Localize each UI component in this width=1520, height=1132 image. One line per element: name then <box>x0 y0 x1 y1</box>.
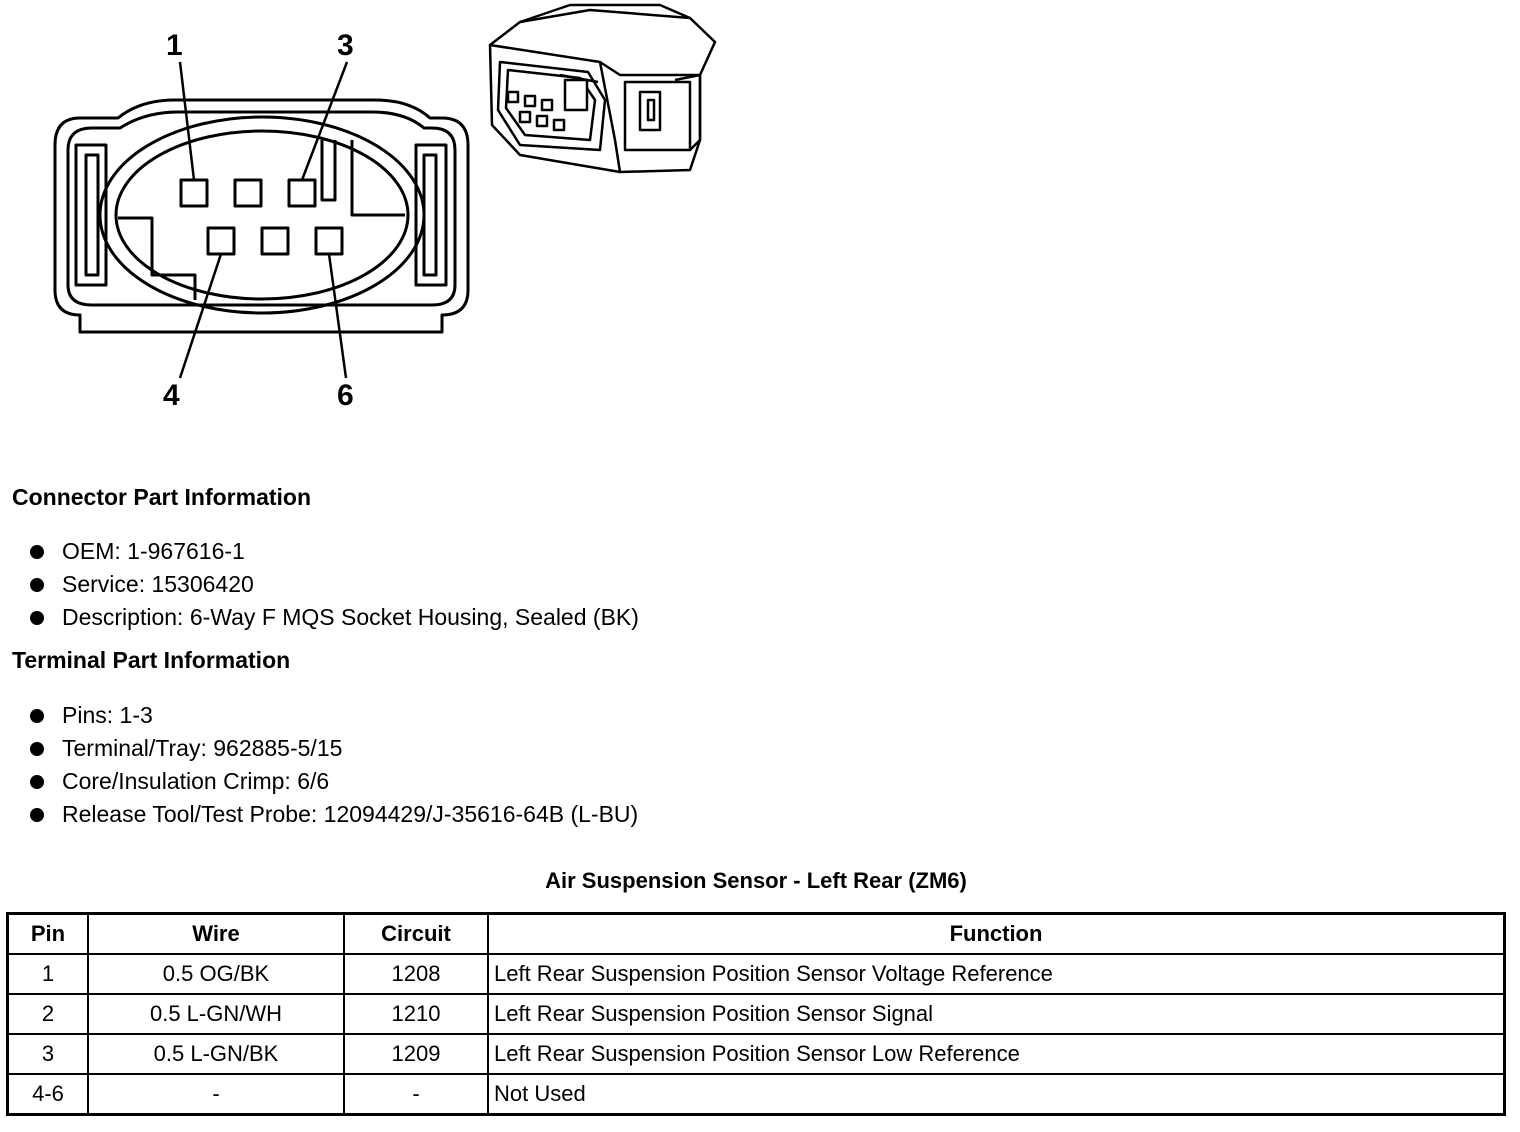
pinout-table <box>6 912 1506 1116</box>
circuit-cell: 1210 <box>344 994 488 1034</box>
table-header-row <box>8 914 1505 955</box>
terminal-info-heading: Terminal Part Information <box>12 647 291 673</box>
connector-isometric-view <box>490 5 715 172</box>
pin-cell: 4-6 <box>8 1074 89 1115</box>
list-item: Terminal/Tray: 962885-5/15 <box>28 732 638 765</box>
circuit-cell: - <box>344 1074 488 1115</box>
table-row <box>8 1074 1505 1115</box>
pin-cavity-2 <box>235 180 261 206</box>
pin-cavity-5 <box>262 228 288 254</box>
list-item: Service: 15306420 <box>28 568 639 601</box>
table-row <box>8 954 1505 994</box>
pin-cell: 3 <box>8 1034 89 1074</box>
list-item: Core/Insulation Crimp: 6/6 <box>28 765 638 798</box>
list-item: OEM: 1-967616-1 <box>28 535 639 568</box>
pin-cell: 1 <box>8 954 89 994</box>
list-item: Pins: 1-3 <box>28 699 638 732</box>
function-cell: Left Rear Suspension Position Sensor Voltage Reference <box>488 954 1505 994</box>
list-item: Description: 6-Way F MQS Socket Housing, Sealed (BK) <box>28 601 639 634</box>
circuit-cell: 1209 <box>344 1034 488 1074</box>
pin-label-1: 1 <box>166 29 183 62</box>
circuit-cell: 1208 <box>344 954 488 994</box>
table-row <box>8 994 1505 1034</box>
pin-label-4: 4 <box>163 379 180 412</box>
function-cell: Left Rear Suspension Position Sensor Signal <box>488 994 1505 1034</box>
terminal-info-list <box>28 699 638 831</box>
pin-cavity-4 <box>208 228 234 254</box>
function-cell: Not Used <box>488 1074 1505 1115</box>
function-cell: Left Rear Suspension Position Sensor Low Reference <box>488 1034 1505 1074</box>
pin-label-6: 6 <box>337 379 354 412</box>
wire-cell: 0.5 L-GN/BK <box>88 1034 344 1074</box>
column-header-wire: Wire <box>88 914 344 955</box>
wire-cell: 0.5 OG/BK <box>88 954 344 994</box>
wire-cell: - <box>88 1074 344 1115</box>
pin-cavity-3 <box>289 180 315 206</box>
pin-cavity-1 <box>181 180 207 206</box>
column-header-pin: Pin <box>8 914 89 955</box>
table-title: Air Suspension Sensor - Left Rear (ZM6) <box>545 868 967 893</box>
connector-diagram <box>0 0 760 430</box>
pin-cavity-6 <box>316 228 342 254</box>
wire-cell: 0.5 L-GN/WH <box>88 994 344 1034</box>
pin-cell: 2 <box>8 994 89 1034</box>
list-item: Release Tool/Test Probe: 12094429/J-35616-64B (L-BU) <box>28 798 638 831</box>
pin-label-3: 3 <box>337 29 354 62</box>
connector-info-list <box>28 535 639 634</box>
table-row <box>8 1034 1505 1074</box>
column-header-circuit: Circuit <box>344 914 488 955</box>
column-header-function: Function <box>488 914 1505 955</box>
connector-info-heading: Connector Part Information <box>12 484 312 510</box>
